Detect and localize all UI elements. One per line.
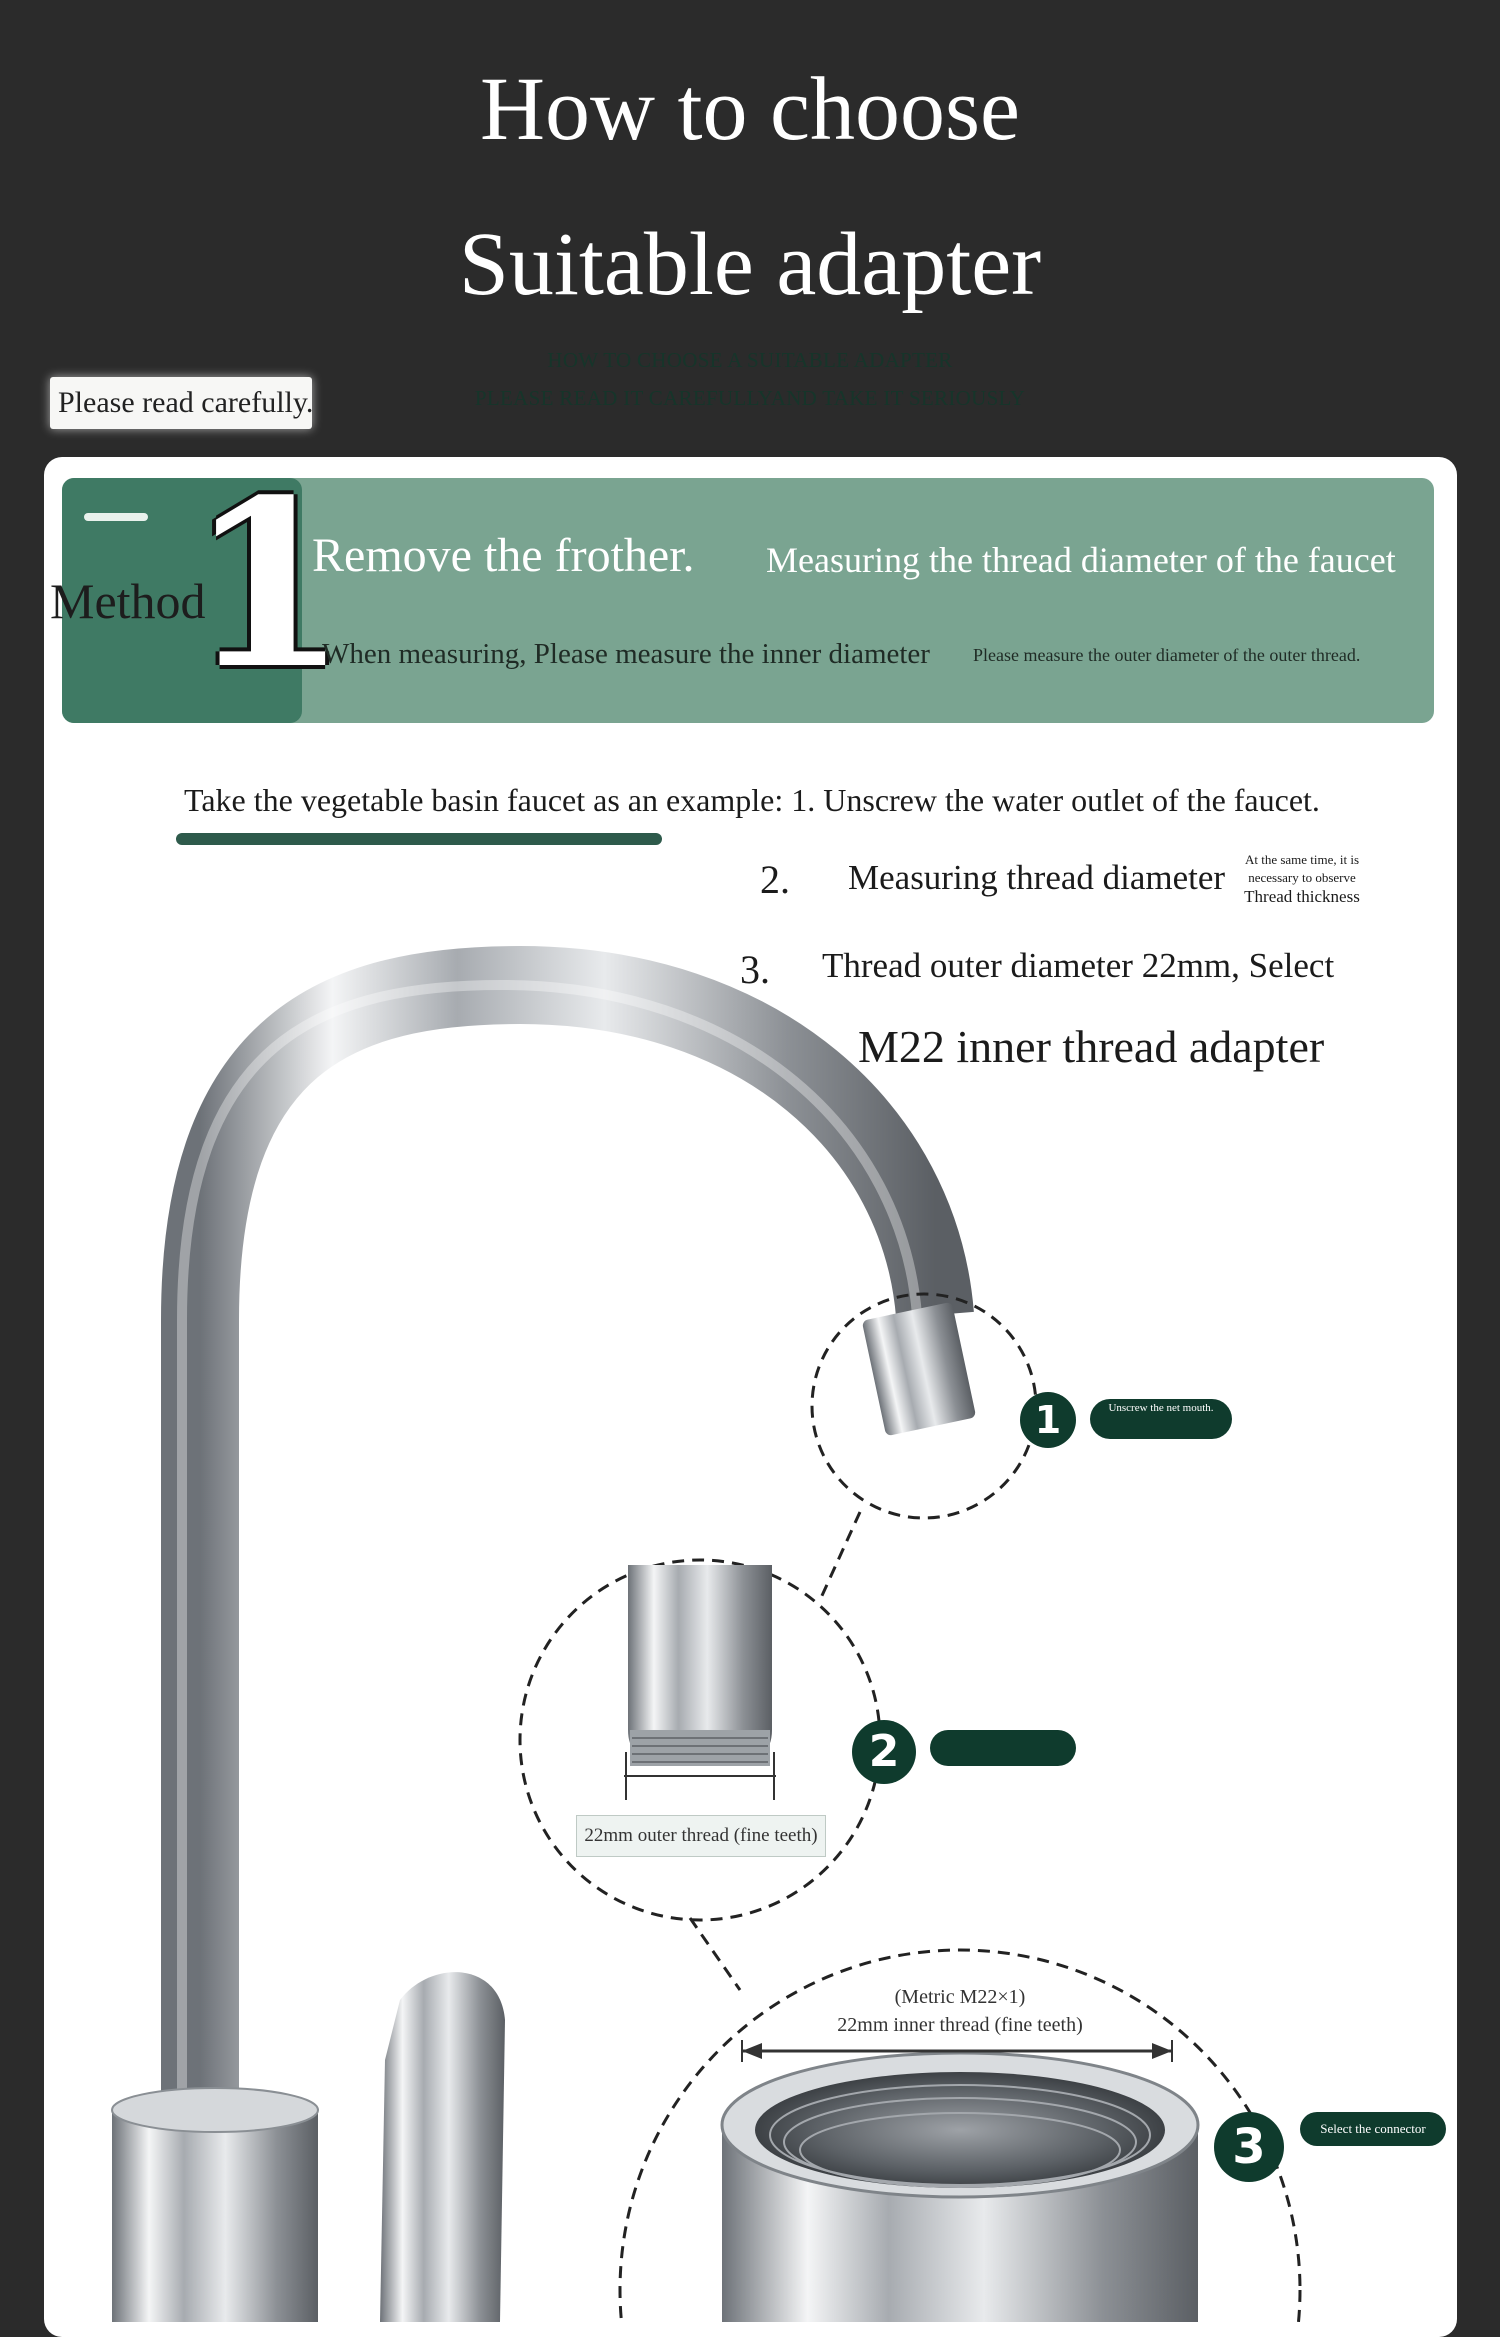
method-step-main: Remove the frother.	[312, 529, 695, 582]
step2-number: 2.	[760, 857, 790, 902]
callout-2-badge: 2	[852, 1720, 916, 1784]
page-title-line1: How to choose	[480, 60, 1020, 159]
method-instruction-side: Please measure the outer diameter of the outer thread.	[973, 645, 1361, 665]
example-instruction: Take the vegetable basin faucet as an example: 1. Unscrew the water outlet of the faucet.	[184, 782, 1320, 818]
step3-adapter: M22 inner thread adapter	[858, 1021, 1325, 1072]
page-title-line2: Suitable adapter	[458, 215, 1042, 314]
step2-note-line2: necessary to observe	[1248, 869, 1356, 885]
method-step-side: Measuring the thread diameter of the faucet	[766, 540, 1396, 580]
method-instruction: When measuring, Please measure the inner diameter	[322, 638, 930, 670]
inner-thread-measure-line1: (Metric M22×1)	[894, 1986, 1026, 2008]
callout-1-label: Unscrew the net mouth.	[1090, 1399, 1232, 1439]
outer-thread-measure: 22mm outer thread (fine teeth)	[576, 1815, 826, 1857]
subtitle-line2: PLEASE READ IT CAREFULLYAND TAKE IT SERIOUSLY	[474, 386, 1026, 410]
pipe-thread	[630, 1730, 770, 1766]
callout-1-badge: 1	[1020, 1392, 1076, 1448]
callout-3-label: Select the connector	[1300, 2112, 1446, 2146]
step3-number: 3.	[740, 947, 770, 992]
subtitle-line1: HOW TO CHOOSE A SUITABLE ADAPTER	[547, 348, 953, 372]
faucet-base	[112, 2110, 318, 2322]
step2-note-line3: Thread thickness	[1244, 887, 1360, 907]
spout-tip	[862, 1302, 977, 1437]
callout-2-label	[930, 1730, 1076, 1766]
inner-thread-measure-line2: 22mm inner thread (fine teeth)	[837, 2014, 1083, 2036]
callout-3-badge: 3	[1214, 2112, 1284, 2182]
step2-text: Measuring thread diameter	[848, 858, 1226, 897]
faucet-handle	[380, 1972, 505, 2322]
step2-note-line1: At the same time, it is	[1244, 852, 1360, 867]
method-label: Method	[50, 573, 206, 629]
read-carefully-badge: Please read carefully.	[50, 377, 312, 429]
step3-text: Thread outer diameter 22mm, Select	[822, 946, 1335, 985]
method-number: 1	[188, 450, 349, 720]
